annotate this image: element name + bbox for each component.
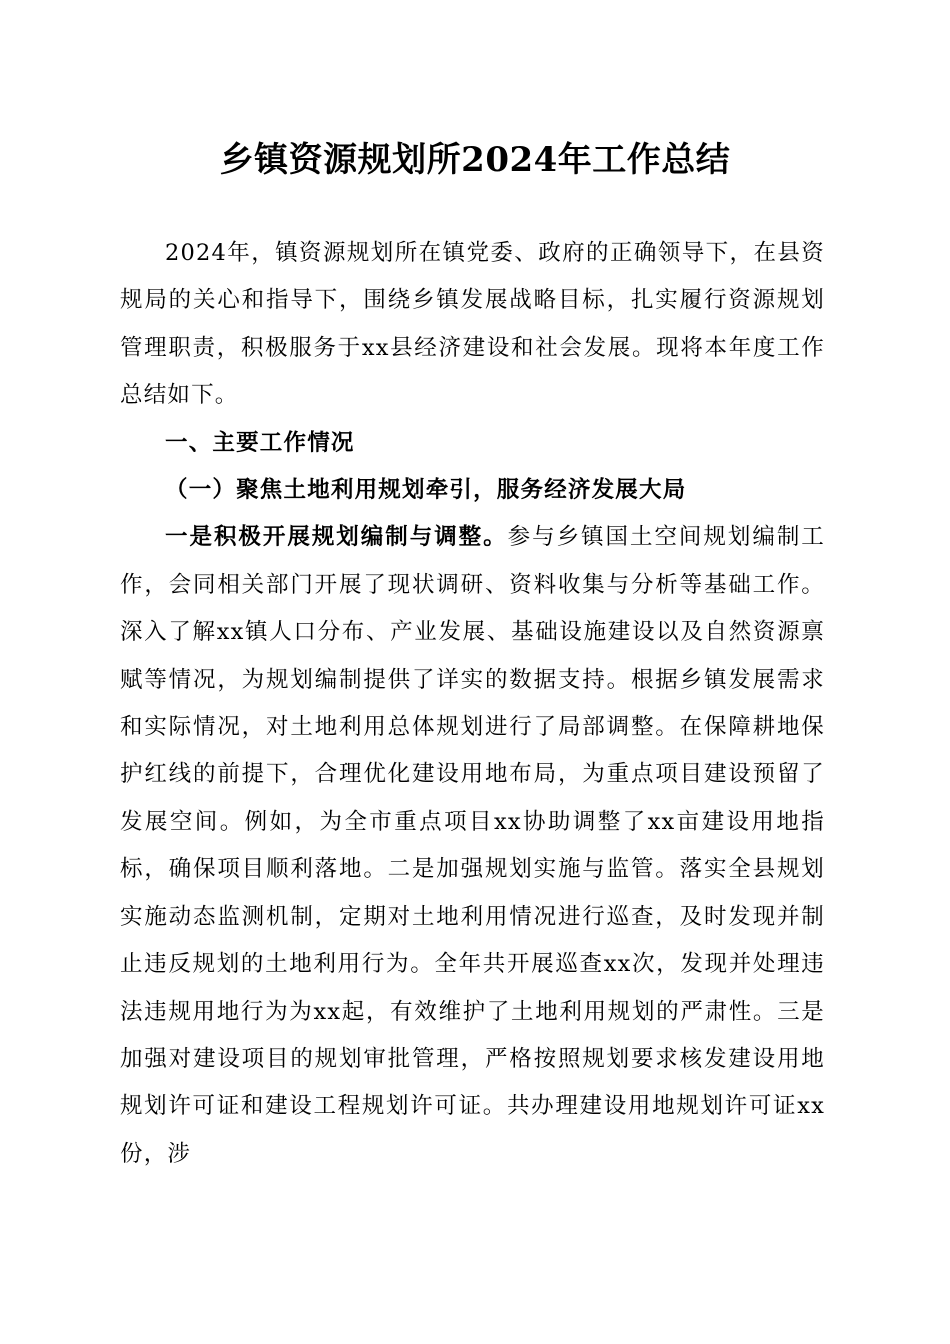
paragraph-lead-phrase: 一是积极开展规划编制与调整。 bbox=[165, 524, 508, 551]
paragraph-body-text: 参与乡镇国土空间规划编制工作，会同相关部门开展了现状调研、资料收集与分析等基础工作。深入了解xx镇人口分布、产业发展、基础设施建设以及自然资源禀赋等情况，为规划编制提供了详实的数据支持。根据乡镇发展需求和实际情况，对土地利用总体规划进行了局部调整。在保障耕地保护红线的前提下，合理优化建设用地布局，为重点项目建设预留了发展空间。例如，为全市重点项目xx协助调整了xx亩建设用地指标，确保项目顺利落地。二是加强规划实施与监管。落实全县规划实施动态监测机制，定期对土地利用情况进行巡查，及时发现并制止违反规划的土地利用行为。全年共开展巡查xx次，发现并处理违法违规用地行为为xx起，有效维护了土地利用规划的严肃性。三是加强对建设项目的规划审批管理，严格按照规划要求核发建设用地规划许可证和建设工程规划许可证。共办理建设用地规划许可证xx份，涉 bbox=[120, 524, 825, 1167]
section-heading-main-work: 一、主要工作情况 bbox=[165, 429, 355, 456]
intro-paragraph: 2024年，镇资源规划所在镇党委、政府的正确领导下，在县资规局的关心和指导下，围绕乡镇发展战略目标，扎实履行资源规划管理职责，积极服务于xx县经济建设和社会发展。现将本年度工作总结如下。 bbox=[120, 240, 825, 409]
document-body bbox=[120, 230, 825, 1178]
document-title: 乡镇资源规划所2024年工作总结 bbox=[219, 140, 731, 180]
subsection-heading-land-planning: （一）聚焦土地利用规划牵引，服务经济发展大局 bbox=[165, 477, 687, 504]
body-paragraph-planning bbox=[120, 514, 825, 1178]
